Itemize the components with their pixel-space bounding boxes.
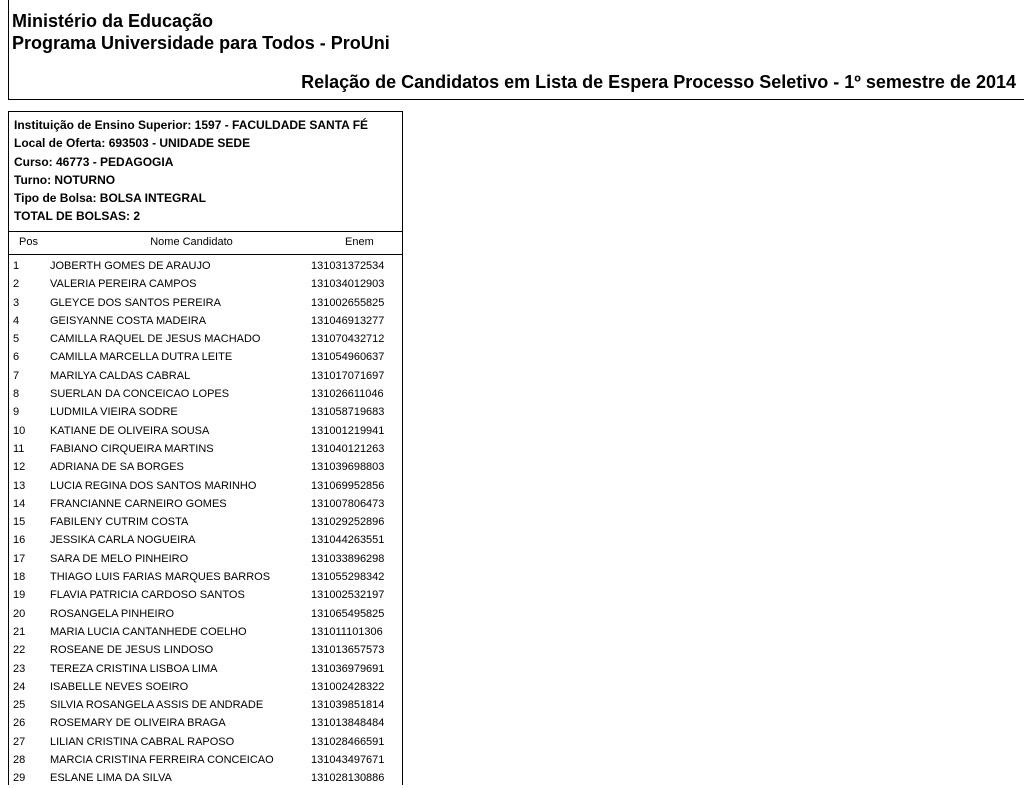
row-position: 29: [13, 772, 26, 785]
row-position: 15: [13, 516, 26, 529]
candidate-name: JESSIKA CARLA NOGUEIRA: [50, 534, 196, 547]
table-row: [9, 714, 403, 732]
enem-number: 131002532197: [311, 589, 385, 602]
table-header: [9, 231, 403, 255]
enem-number: 131013657573: [311, 644, 385, 657]
row-position: 13: [13, 479, 26, 492]
enem-number: 131029252896: [311, 516, 385, 529]
candidate-name: SARA DE MELO PINHEIRO: [50, 552, 189, 565]
table-row: [9, 385, 403, 403]
row-position: 27: [13, 735, 26, 748]
enem-number: 131034012903: [311, 278, 385, 291]
enem-number: 131013848484: [311, 717, 385, 730]
enem-number: 131043497671: [311, 754, 385, 767]
enem-number: 131046913277: [311, 314, 385, 327]
enem-number: 131028466591: [311, 735, 385, 748]
table-row: [9, 257, 403, 275]
enem-number: 131036979691: [311, 662, 385, 675]
table-row: [9, 733, 403, 751]
candidate-name: ROSEMARY DE OLIVEIRA BRAGA: [50, 717, 226, 730]
table-row: [9, 513, 403, 531]
enem-number: 131007806473: [311, 497, 385, 510]
table-row: [9, 422, 403, 440]
row-position: 19: [13, 589, 26, 602]
row-position: 9: [13, 406, 20, 419]
course-line: Curso: 46773 - PEDAGOGIA: [14, 154, 174, 169]
row-position: 21: [13, 625, 26, 638]
enem-number: 131070432712: [311, 333, 385, 346]
row-position: 12: [13, 461, 26, 474]
ministry-name: Ministério da Educação: [12, 11, 214, 31]
column-header-nome: Nome Candidato: [150, 236, 233, 248]
candidate-name: ISABELLE NEVES SOEIRO: [50, 680, 189, 693]
enem-number: 131069952856: [311, 479, 385, 492]
table-row: [9, 751, 403, 769]
table-row: [9, 696, 403, 714]
enem-number: 131001219941: [311, 424, 385, 437]
row-position: 24: [13, 680, 26, 693]
row-position: 26: [13, 717, 26, 730]
column-header-enem: Enem: [345, 236, 374, 248]
table-row: [9, 641, 403, 659]
table-row: [9, 568, 403, 586]
location-line: Local de Oferta: 693503 - UNIDADE SEDE: [14, 136, 251, 151]
candidate-name: TEREZA CRISTINA LISBOA LIMA: [50, 662, 218, 675]
enem-number: 131026611046: [311, 388, 384, 401]
table-row: [9, 458, 403, 476]
table-row: [9, 294, 403, 312]
candidate-name: LILIAN CRISTINA CABRAL RAPOSO: [50, 735, 235, 748]
course-info-panel: [8, 111, 403, 785]
enem-number: 131044263551: [311, 534, 385, 547]
table-row: [9, 586, 403, 604]
row-position: 1: [13, 260, 20, 272]
enem-number: 131040121263: [311, 442, 385, 455]
enem-number: 131065495825: [311, 607, 385, 620]
row-position: 14: [13, 497, 26, 510]
row-position: 18: [13, 571, 26, 584]
candidate-name: ESLANE LIMA DA SILVA: [50, 772, 172, 785]
row-position: 8: [13, 388, 20, 401]
table-row: [9, 440, 403, 458]
table-row: [9, 348, 403, 366]
table-row: [9, 550, 403, 568]
enem-number: 131028130886: [311, 772, 385, 785]
row-position: 20: [13, 607, 26, 620]
table-row: [9, 495, 403, 513]
total-scholarships-line: TOTAL DE BOLSAS: 2: [14, 209, 141, 224]
candidate-name: FABILENY CUTRIM COSTA: [50, 516, 189, 529]
document-header: [8, 0, 1024, 100]
row-position: 28: [13, 754, 26, 767]
candidate-name: JOBERTH GOMES DE ARAUJO: [50, 260, 211, 272]
enem-number: 131033896298: [311, 552, 385, 565]
row-position: 25: [13, 699, 26, 712]
institution-line: Instituição de Ensino Superior: 1597 - FACULDADE SANTA FÉ: [14, 118, 369, 132]
enem-number: 131002655825: [311, 296, 385, 309]
candidate-name: VALERIA PEREIRA CAMPOS: [50, 278, 197, 291]
enem-number: 131054960637: [311, 351, 385, 364]
table-row: [9, 275, 403, 293]
candidate-name: FRANCIANNE CARNEIRO GOMES: [50, 497, 227, 510]
row-position: 6: [13, 351, 20, 364]
row-position: 10: [13, 424, 26, 437]
enem-number: 131039698803: [311, 461, 385, 474]
candidate-name: MARILYA CALDAS CABRAL: [50, 369, 191, 382]
table-row: [9, 330, 403, 348]
candidate-name: GLEYCE DOS SANTOS PEREIRA: [50, 296, 221, 309]
candidate-table-body: [9, 257, 403, 788]
table-row: [9, 312, 403, 330]
table-row: [9, 403, 403, 421]
candidate-name: THIAGO LUIS FARIAS MARQUES BARROS: [50, 571, 271, 584]
enem-number: 131039851814: [311, 699, 385, 712]
enem-number: 131031372534: [311, 260, 385, 272]
table-row: [9, 477, 403, 495]
enem-number: 131011101306: [311, 625, 383, 638]
report-title: Relação de Candidatos em Lista de Espera Processo Seletivo - 1º semestre de 2014: [301, 72, 1016, 92]
candidate-name: KATIANE DE OLIVEIRA SOUSA: [50, 424, 210, 437]
candidate-name: FABIANO CIRQUEIRA MARTINS: [50, 442, 214, 455]
enem-number: 131017071697: [311, 369, 385, 382]
scholarship-type-line: Tipo de Bolsa: BOLSA INTEGRAL: [14, 191, 207, 206]
candidate-name: LUCIA REGINA DOS SANTOS MARINHO: [50, 479, 257, 492]
row-position: 2: [13, 278, 20, 291]
row-position: 17: [13, 552, 26, 565]
table-row: [9, 660, 403, 678]
enem-number: 131058719683: [311, 406, 385, 419]
row-position: 16: [13, 534, 26, 547]
row-position: 11: [13, 442, 25, 455]
row-position: 7: [13, 369, 20, 382]
row-position: 3: [13, 296, 20, 309]
row-position: 4: [13, 314, 20, 327]
candidate-name: ROSANGELA PINHEIRO: [50, 607, 175, 620]
candidate-name: FLAVIA PATRICIA CARDOSO SANTOS: [50, 589, 245, 602]
course-info: [14, 116, 368, 226]
candidate-name: CAMILLA RAQUEL DE JESUS MACHADO: [50, 333, 261, 346]
row-position: 22: [13, 644, 26, 657]
enem-number: 131002428322: [311, 680, 385, 693]
candidate-name: MARIA LUCIA CANTANHEDE COELHO: [50, 625, 247, 638]
column-header-pos: Pos: [19, 236, 38, 248]
shift-line: Turno: NOTURNO: [14, 172, 116, 187]
table-row: [9, 623, 403, 641]
table-row: [9, 531, 403, 549]
candidate-name: SILVIA ROSANGELA ASSIS DE ANDRADE: [50, 699, 264, 712]
candidate-name: LUDMILA VIEIRA SODRE: [50, 406, 178, 419]
candidate-name: CAMILLA MARCELLA DUTRA LEITE: [50, 351, 233, 364]
table-row: [9, 678, 403, 696]
candidate-name: MARCIA CRISTINA FERREIRA CONCEICAO: [50, 754, 274, 767]
candidate-name: GEISYANNE COSTA MADEIRA: [50, 314, 207, 327]
candidate-name: ROSEANE DE JESUS LINDOSO: [50, 644, 214, 657]
enem-number: 131055298342: [311, 571, 385, 584]
program-name: Programa Universidade para Todos - ProUni: [12, 33, 390, 53]
row-position: 23: [13, 662, 26, 675]
table-row: [9, 605, 403, 623]
candidate-name: ADRIANA DE SA BORGES: [50, 461, 184, 474]
candidate-name: SUERLAN DA CONCEICAO LOPES: [50, 388, 230, 401]
table-row: [9, 367, 403, 385]
row-position: 5: [13, 333, 20, 346]
